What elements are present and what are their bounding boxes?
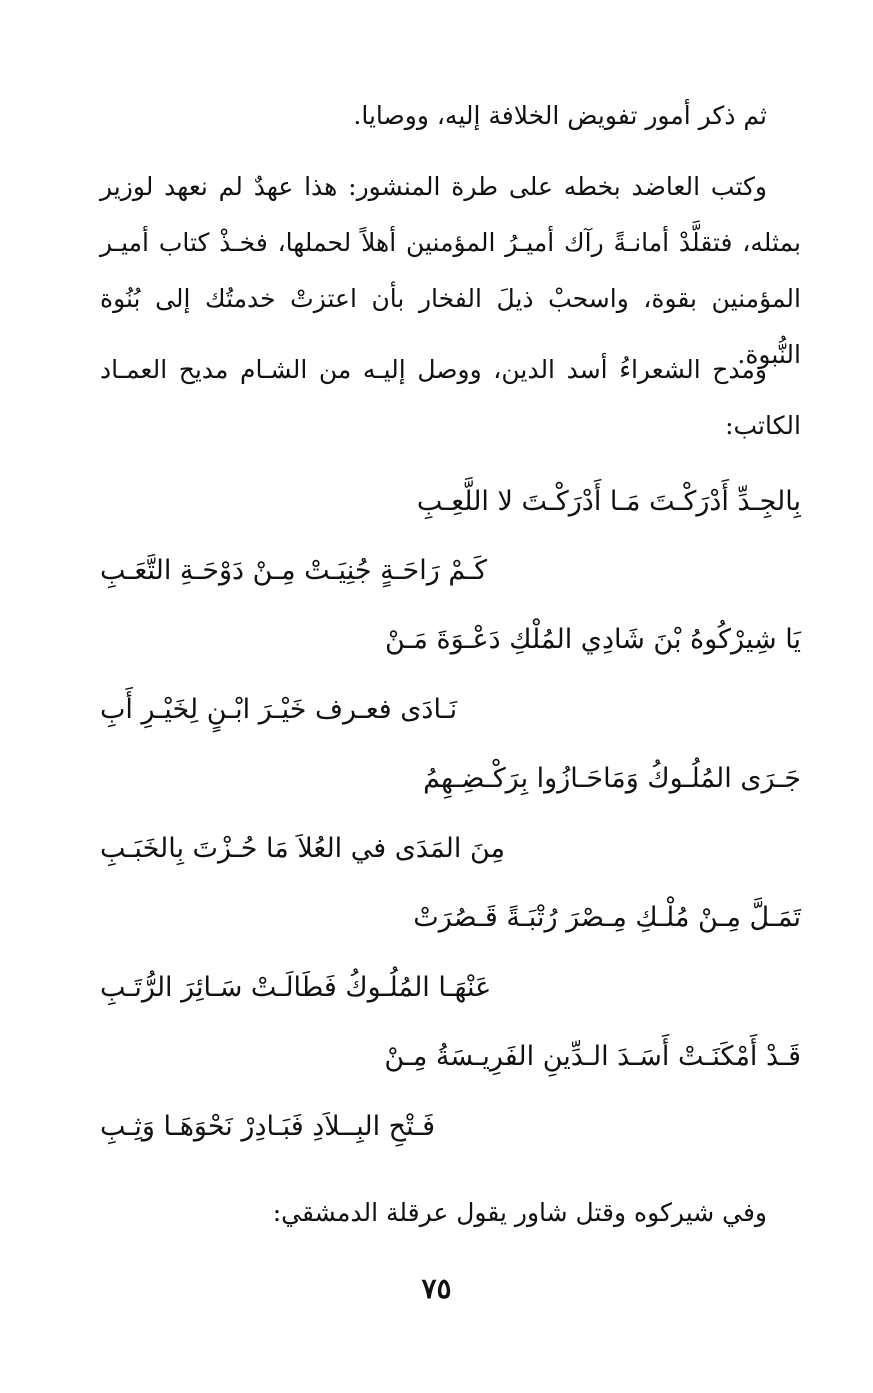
paragraph-poets-praise: ومدح الشعراءُ أسد الدين، ووصل إليـه من الشـام مديح العمـاد الكاتب: [100, 355, 801, 440]
verse-line-3: يَا شِيرْكُوهُ بْنَ شَادِي المُلْكِ دَعْـوَةَ مَـنْ [384, 624, 801, 655]
verse-line-9: قَـدْ أَمْكَنَـتْ أَسَـدَ الـدِّينِ الفَرِيـسَةُ مِـنْ [384, 1041, 801, 1072]
verse-line-6: مِنَ المَدَى في العُلاَ مَا حُـزْتَ بِالخَبَـبِ [100, 833, 505, 864]
paragraph-aadid-decree: وكتب العاضد بخطه على طرة المنشور: هذا عهدٌ لم نعهد لوزير بمثله، فتقلَّدْ أمانـةً رآك أميـرُ المؤمنين أهلاً لحملها، فخـذْ كتاب أميـر المؤمنين بقوة، واسحبْ ذيلَ الفخار بأن اعتزتْ خدمتُك إلى بُنُوة النُّبوة. [100, 172, 801, 369]
verse-line-8: عَنْهَـا المُلُـوكُ فَطَالَـتْ سَـائِرَ الرُّتَـبِ [100, 972, 492, 1003]
verse-line-4: نَـادَى فعـرف خَيْـرَ ابْـنٍ لِخَيْـرِ أَبِ [100, 694, 458, 725]
verse-line-1: بِالجِـدِّ أَدْرَكْـتَ مَـا أَدْرَكْـتَ لا اللَّعِـبِ [416, 486, 801, 517]
verse-line-7: تَمَـلَّ مِـنْ مُلْـكِ مِـصْرَ رُتْبَـةً قَـصُرَتْ [413, 902, 801, 933]
verse-line-2: كَـمْ رَاحَـةٍ جُنِيَـتْ مِـنْ دَوْحَـةِ التَّعَـبِ [100, 555, 488, 586]
page-number: ٧٥ [421, 1272, 452, 1305]
verse-line-5: جَـرَى المُلُـوكُ وَمَاحَـازُوا بِرَكْـضِـهِمُ [423, 763, 801, 794]
paragraph-closing: وفي شيركوه وقتل شاور يقول عرقلة الدمشقي: [272, 1198, 767, 1227]
paragraph-caliphate: ثم ذكر أمور تفويض الخلافة إليه، ووصايا. [353, 101, 767, 130]
verse-line-10: فَـتْحِ البِــلاَدِ فَبَـادِرْ نَحْوَهَـا وَثِـبِ [100, 1111, 436, 1142]
